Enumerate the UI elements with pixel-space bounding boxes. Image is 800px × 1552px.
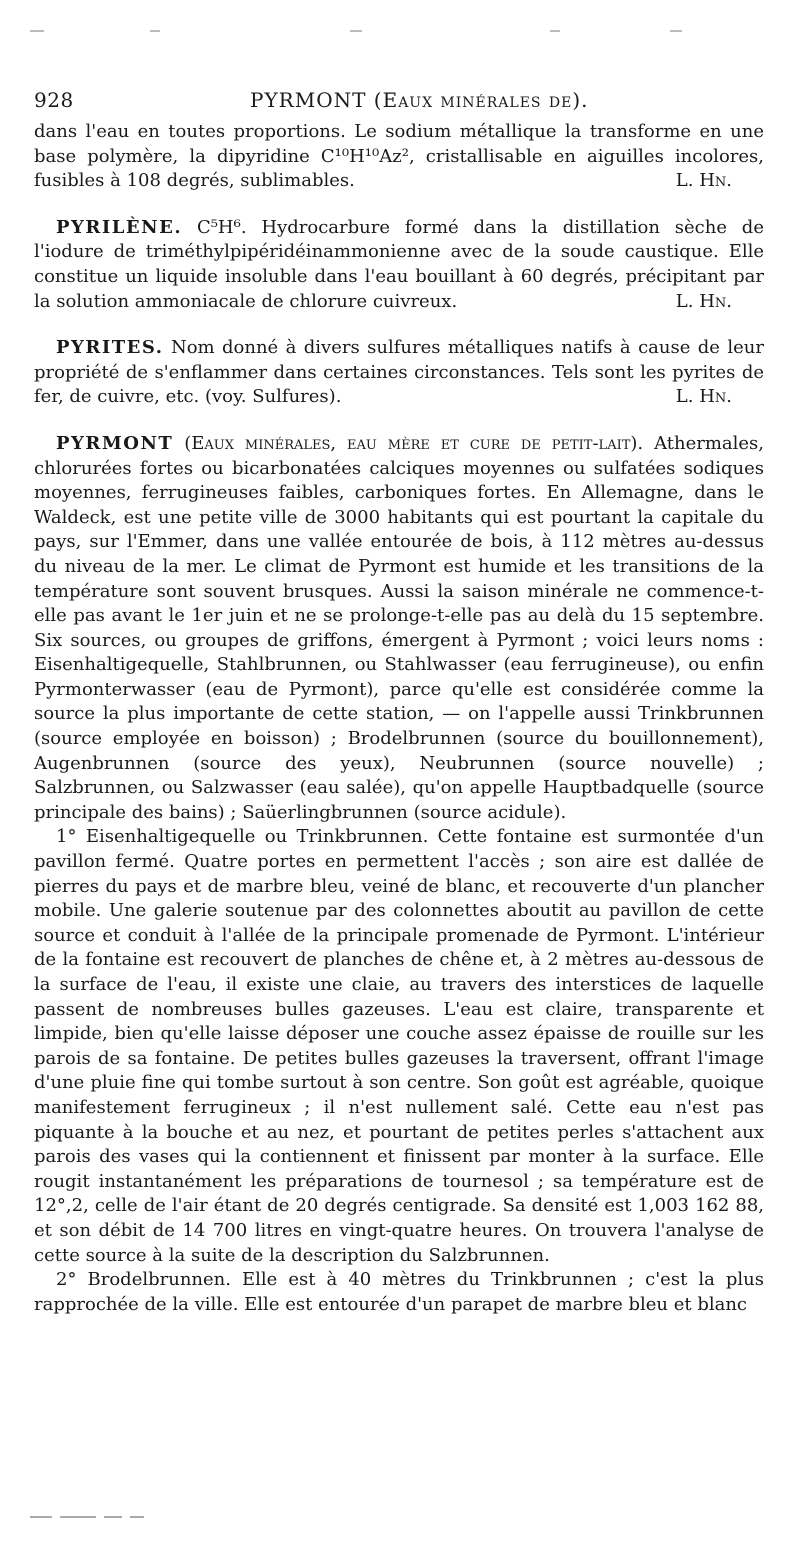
page <box>34 88 764 1317</box>
entry-text: Athermales, chlorurées fortes ou bicarbonatées calciques moyennes ou sulfatées sodiques moyennes, ferrugineuses faibles, carboniques fortes. En Allemagne, dans le Waldeck, est une petite ville de 3000 habitants qui est pourtant la capitale du pays, sur l'Emmer, dans une vallée entourée de bois, à 112 mètres au-dessus du niveau de la mer. Le climat de Pyrmont est humide et les transitions de la température sont souvent brusques. Aussi la saison minérale ne commence-t-elle pas avant le 1er juin et ne se prolonge-t-elle pas au delà du 15 septembre. Six sources, ou groupes de griffons, émergent à Pyrmont ; voici leurs noms : Eisenhaltigequelle, Stahlbrunnen, ou Stahlwasser (eau ferrugineuse), ou enfin Pyrmonterwasser (eau de Pyrmont), parce qu'elle est considérée comme la source la plus importante de cette station, — on l'appelle aussi Trinkbrunnen (source employée en boisson) ; Brodelbrunnen (source du bouillonnement), Augenbrunnen (source des yeux), Neubrunnen (source nouvelle) ; Salzbrunnen, ou Salzwasser (eau salée), qu'on appelle Hauptbadquelle (source principale des bains) ; Saüerlingbrunnen (source acidule). <box>34 432 764 823</box>
entry-signature: L. Hn. <box>675 170 732 192</box>
entry-lemma: PYRILÈNE. <box>56 216 183 238</box>
entry-qualifier: (Eaux minérales, eau mère et cure de petit-lait). <box>184 432 644 454</box>
entry-signature: L. Hn. <box>675 386 732 408</box>
entry-lemma: PYRMONT <box>56 432 174 454</box>
entry-text: C⁵H⁶. Hydrocarbure formé dans la distillation sèche de l'iodure de triméthylpipéridéinammonienne avec de la soude caustique. Elle constitue un liquide insoluble dans l'eau bouillant à 60 degrés, précipitant par la solution ammoniacale de chlorure cuivreux. <box>34 216 764 312</box>
running-head <box>34 88 764 120</box>
running-title-main: PYRMONT <box>250 88 367 112</box>
scan-marks-top <box>30 22 770 42</box>
entry-text: dans l'eau en toutes proportions. Le sodium métallique la transforme en une base polymère, la dipyridine C¹⁰H¹⁰Az², cristallisable en aiguilles incolores, fusibles à 108 degrés, sublimables. <box>34 121 764 192</box>
entry-pyrmont-intro <box>34 432 764 826</box>
entry-lemma: PYRITES. <box>56 337 164 359</box>
entry-text: Nom donné à divers sulfures métalliques natifs à cause de leur propriété de s'enflammer dans certaines circonstances. Tels sont les pyrites de fer, de cuivre, etc. (voy. Sulfures). <box>34 337 764 408</box>
entry-pyrmont-section-1: 1° Eisenhaltigequelle ou Trinkbrunnen. Cette fontaine est surmontée d'un pavillon fermé. Quatre portes en permettent l'accès ; son aire est dallée de pierres du pays et de marbre bleu, veiné de blanc, et recouverte d'un plancher mobile. Une galerie soutenue par des colonnettes aboutit au pavillon de cette source et conduit à l'allée de la principale promenade de Pyrmont. L'intérieur de la fontaine est recouvert de planches de chêne et, à 2 mètres au-dessous de la surface de l'eau, il existe une claie, au travers des interstices de laquelle passent de nombreuses bulles gazeuses. L'eau est claire, transparente et limpide, bien qu'elle laisse déposer une couche assez épaisse de rouille sur les parois de sa fontaine. De petites bulles gazeuses la traversent, offrant l'image d'une pluie fine qui tombe surtout à son centre. Son goût est agréable, quoique manifestement ferrugineux ; il n'est nullement salé. Cette eau n'est pas piquante à la bouche et au nez, et pourtant de petites perles s'attachent aux parois des vases qui la contiennent et finissent par monter à la surface. Elle rougit instantanément les préparations de tournesol ; sa température est de 12°,2, celle de l'air étant de 20 degrés centigrade. Sa densité est 1,003 162 88, et son débit de 14 700 litres en vingt-quatre heures. On trouvera l'analyse de cette source à la suite de la description du Salzbrunnen. <box>34 826 764 1266</box>
entry-signature: L. Hn. <box>675 290 732 312</box>
running-title-sub: (Eaux minérales de). <box>373 88 589 112</box>
entry-pyrmont-section-2: 2° Brodelbrunnen. Elle est à 40 mètres du Trinkbrunnen ; c'est la plus rapprochée de la ville. Elle est entourée d'un parapet de marbre bleu et blanc <box>34 1269 764 1315</box>
scan-marks-bottom <box>30 1514 190 1520</box>
entry-pyridine-end <box>34 120 764 194</box>
running-title <box>250 88 589 112</box>
page-number: 928 <box>34 88 74 112</box>
entry-pyrilene <box>34 216 764 314</box>
entry-pyrites <box>34 336 764 410</box>
